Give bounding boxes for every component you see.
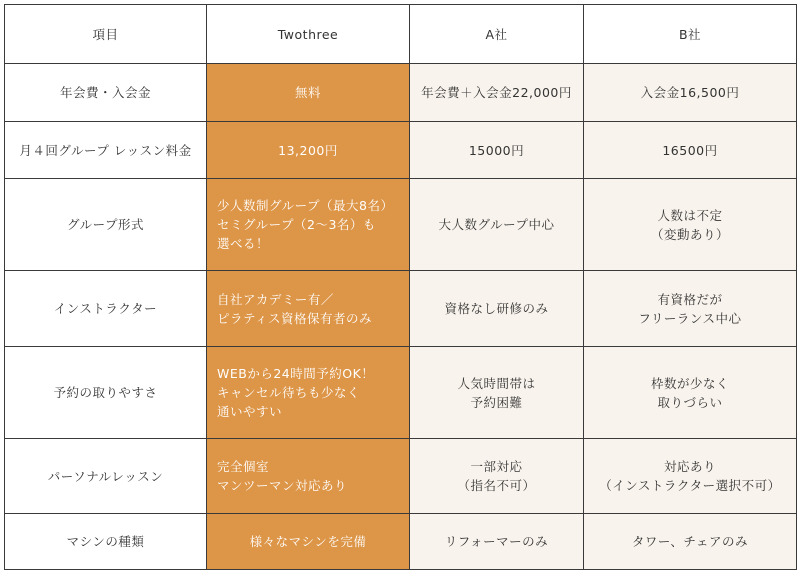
- header-twothree: Twothree: [207, 5, 410, 64]
- cell-line: 16500円: [662, 142, 718, 158]
- cell-line: タワー、チェアのみ: [631, 534, 749, 549]
- cell-line: 一部対応: [470, 459, 523, 474]
- row-label: 予約の取りやすさ: [5, 347, 207, 439]
- cell-line: 無料: [294, 85, 321, 100]
- cell-line: 入会金16,500円: [640, 85, 740, 100]
- table-row: [5, 439, 797, 514]
- company-a-cell: [410, 439, 584, 514]
- table-row: [5, 271, 797, 347]
- comparison-table: [4, 4, 797, 570]
- twothree-cell: [207, 179, 410, 271]
- twothree-cell: [207, 64, 410, 122]
- cell-line: 人気時間帯は: [457, 375, 536, 391]
- cell-line: 自社アカデミー有／: [217, 291, 334, 307]
- cell-line: 少人数制グループ（最大8名）: [217, 198, 394, 213]
- company-a-cell: [410, 347, 584, 439]
- table-row: [5, 347, 797, 439]
- row-label: パーソナルレッスン: [5, 439, 207, 514]
- twothree-cell: [207, 347, 410, 439]
- cell-line: マンツーマン対応あり: [217, 478, 348, 493]
- company-a-cell: [410, 122, 584, 179]
- company-b-cell: [584, 179, 797, 271]
- row-label: グループ形式: [5, 179, 207, 271]
- cell-line: 取りづらい: [657, 394, 723, 410]
- company-b-cell: [584, 347, 797, 439]
- header-company-b: B社: [584, 5, 797, 64]
- table-row: [5, 64, 797, 122]
- cell-line: 年会費＋入会金22,000円: [421, 85, 572, 100]
- company-b-cell: [584, 271, 797, 347]
- cell-line: セミグループ（2〜3名）も: [217, 217, 376, 232]
- row-label: 年会費・入会金: [5, 64, 207, 122]
- cell-line: WEBから24時間予約OK！: [217, 366, 375, 381]
- cell-line: 通いやすい: [217, 404, 283, 419]
- table-row: [5, 122, 797, 179]
- cell-line: ピラティス資格保有者のみ: [217, 310, 373, 326]
- row-label: 月４回グループ レッスン料金: [5, 122, 207, 179]
- header-company-a: A社: [410, 5, 584, 64]
- cell-line: 人数は不定: [657, 207, 723, 223]
- row-label: インストラクター: [5, 271, 207, 347]
- header-row: [5, 5, 797, 64]
- table-row: [5, 179, 797, 271]
- company-b-cell: [584, 514, 797, 570]
- header-item: 項目: [5, 5, 207, 64]
- table-row: [5, 514, 797, 570]
- cell-line: 大人数グループ中心: [438, 217, 555, 232]
- cell-line: （変動あり）: [650, 226, 729, 242]
- cell-line: 対応あり: [663, 459, 716, 474]
- cell-line: （インストラクター選択不可）: [599, 478, 781, 493]
- cell-line: 様々なマシンを完備: [249, 534, 367, 549]
- cell-line: 予約困難: [470, 394, 523, 410]
- cell-line: 15000円: [468, 142, 525, 158]
- cell-line: キャンセル待ちも少なく: [217, 385, 361, 400]
- twothree-cell: [207, 271, 410, 347]
- cell-line: 枠数が少なく: [650, 375, 729, 391]
- twothree-cell: [207, 439, 410, 514]
- row-label: マシンの種類: [5, 514, 207, 570]
- company-a-cell: [410, 64, 584, 122]
- cell-line: （指名不可）: [457, 478, 536, 493]
- company-b-cell: [584, 122, 797, 179]
- cell-line: フリーランス中心: [638, 310, 742, 326]
- cell-line: リフォーマーのみ: [444, 534, 549, 549]
- cell-line: 完全個室: [217, 459, 270, 474]
- company-a-cell: [410, 271, 584, 347]
- company-a-cell: [410, 514, 584, 570]
- twothree-cell: [207, 514, 410, 570]
- cell-line: 選べる！: [217, 236, 270, 251]
- company-a-cell: [410, 179, 584, 271]
- twothree-cell: [207, 122, 410, 179]
- company-b-cell: [584, 439, 797, 514]
- cell-line: 13,200円: [278, 142, 338, 158]
- cell-line: 有資格だが: [657, 291, 723, 307]
- cell-line: 資格なし研修のみ: [444, 301, 549, 316]
- company-b-cell: [584, 64, 797, 122]
